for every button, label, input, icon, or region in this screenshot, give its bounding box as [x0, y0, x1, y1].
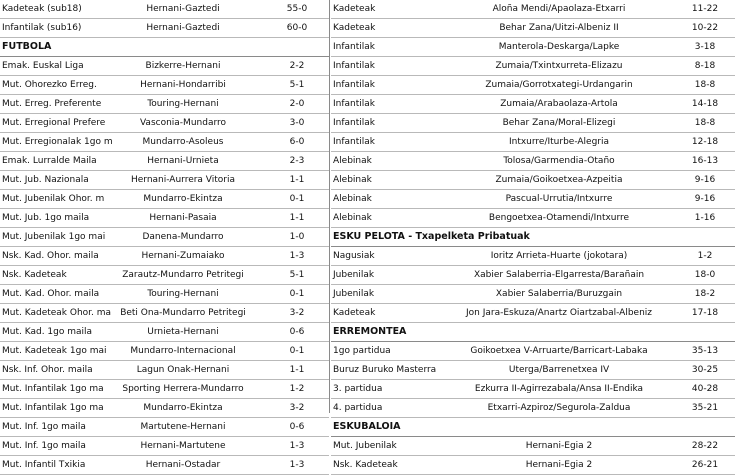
score-cell: 40-28: [691, 384, 719, 394]
category-cell: Buruz Buruko Masterra: [333, 365, 437, 375]
category-cell: Infantilak: [333, 137, 376, 147]
match-cell: Aloña Mendi/Apaolaza-Etxarri: [492, 4, 626, 14]
result-row: [331, 247, 735, 266]
result-row: [331, 133, 735, 152]
score-cell: 0-1: [289, 289, 305, 299]
result-row: [0, 76, 329, 95]
result-row: [0, 399, 329, 418]
category-cell: Infantilak: [333, 42, 376, 52]
category-cell: Mut. Jubenilak: [333, 441, 397, 451]
result-row: [0, 323, 329, 342]
result-row: [331, 152, 735, 171]
category-cell: Mut. Inf. 1go maila: [2, 422, 86, 432]
match-cell: Beti Ona-Mundarro Petritegi: [120, 308, 246, 318]
score-cell: 1-1: [289, 365, 305, 375]
match-cell: Bengoetxea-Otamendi/Intxurre: [488, 213, 630, 223]
category-cell: Nsk. Kadeteak: [2, 270, 67, 280]
result-row: [331, 399, 735, 418]
score-cell: 55-0: [286, 4, 308, 14]
score-cell: 35-13: [691, 346, 719, 356]
match-cell: Ioritz Arrieta-Huarte (jokotara): [490, 251, 628, 261]
result-row: [331, 285, 735, 304]
match-cell: Hernani-Martutene: [140, 441, 226, 451]
result-row: [0, 133, 329, 152]
match-cell: Vasconia-Mundarro: [139, 118, 227, 128]
match-cell: Danena-Mundarro: [142, 232, 224, 242]
score-cell: 0-6: [289, 327, 305, 337]
result-row: [0, 266, 329, 285]
result-row: [331, 95, 735, 114]
category-cell: Mut. Jub. Nazionala: [2, 175, 89, 185]
match-cell: Intxurre/Iturbe-Alegria: [508, 137, 610, 147]
match-cell: Mundarro-Ekintza: [143, 194, 223, 204]
category-cell: Infantilak: [333, 80, 376, 90]
match-cell: Tolosa/Garmendia-Otaño: [503, 156, 615, 166]
match-cell: Lagun Onak-Hernani: [136, 365, 230, 375]
score-cell: 18-8: [694, 118, 716, 128]
score-cell: 60-0: [286, 23, 308, 33]
match-cell: Zumaia/Gorrotxategi-Urdangarin: [485, 80, 633, 90]
result-row: [0, 342, 329, 361]
result-row: [0, 190, 329, 209]
result-row: [0, 0, 329, 19]
score-cell: 2-2: [289, 61, 305, 71]
result-row: [0, 171, 329, 190]
results-column-left: [0, 0, 329, 475]
score-cell: 0-6: [289, 422, 305, 432]
score-cell: 18-2: [694, 289, 716, 299]
score-cell: 26-21: [691, 460, 719, 470]
section-heading: [331, 418, 735, 437]
score-cell: 1-3: [289, 460, 305, 470]
score-cell: 5-1: [289, 80, 305, 90]
match-cell: Etxarri-Azpiroz/Segurola-Zaldua: [487, 403, 631, 413]
match-cell: Zumaia/Txintxurreta-Elizazu: [495, 61, 623, 71]
result-row: [331, 171, 735, 190]
category-cell: Mut. Kadeteak Ohor. ma: [2, 308, 112, 318]
result-row: [0, 228, 329, 247]
score-cell: 1-1: [289, 175, 305, 185]
category-cell: Nsk. Kad. Ohor. maila: [2, 251, 99, 261]
category-cell: Alebinak: [333, 213, 372, 223]
result-row: [0, 152, 329, 171]
result-row: [331, 380, 735, 399]
category-cell: 4. partidua: [333, 403, 383, 413]
score-cell: 1-1: [289, 213, 305, 223]
score-cell: 3-2: [289, 308, 305, 318]
category-cell: Mut. Erregionalak 1go m: [2, 137, 113, 147]
result-row: [0, 19, 329, 38]
category-cell: Mut. Erregional Prefere: [2, 118, 106, 128]
result-row: [0, 209, 329, 228]
category-cell: Kadeteak (sub18): [2, 4, 82, 14]
match-cell: Hernani-Gaztedi: [146, 23, 220, 33]
score-cell: 18-0: [694, 270, 716, 280]
category-cell: Jubenilak: [333, 289, 375, 299]
match-cell: Hernani-Urnieta: [147, 156, 219, 166]
category-cell: Kadeteak: [333, 308, 376, 318]
result-row: [0, 247, 329, 266]
result-row: [331, 266, 735, 285]
match-cell: Hernani-Gaztedi: [146, 4, 220, 14]
result-row: [331, 361, 735, 380]
score-cell: 1-0: [289, 232, 305, 242]
section-heading-label: ESKUBALOIA: [333, 421, 401, 432]
match-cell: Mundarro-Asoleus: [142, 137, 224, 147]
section-heading: [331, 228, 735, 247]
category-cell: Mut. Kad. 1go maila: [2, 327, 93, 337]
score-cell: 18-8: [694, 80, 716, 90]
category-cell: Infantilak: [333, 118, 376, 128]
score-cell: 16-13: [691, 156, 719, 166]
category-cell: Jubenilak: [333, 270, 375, 280]
score-cell: 1-3: [289, 251, 305, 261]
score-cell: 1-3: [289, 441, 305, 451]
result-row: [0, 380, 329, 399]
category-cell: Mut. Infantilak 1go ma: [2, 384, 104, 394]
result-row: [331, 57, 735, 76]
category-cell: Infantilak (sub16): [2, 23, 82, 33]
result-row: [331, 76, 735, 95]
score-cell: 3-2: [289, 403, 305, 413]
category-cell: Mut. Jubenilak 1go mai: [2, 232, 106, 242]
category-cell: Mut. Jub. 1go maila: [2, 213, 90, 223]
category-cell: Nsk. Kadeteak: [333, 460, 398, 470]
category-cell: Mut. Infantil Txikia: [2, 460, 86, 470]
match-cell: Pascual-Urrutia/Intxurre: [505, 194, 613, 204]
result-row: [0, 95, 329, 114]
match-cell: Xabier Salaberria-Elgarresta/Barañain: [473, 270, 645, 280]
match-cell: Hernani-Egia 2: [525, 441, 593, 451]
category-cell: Mut. Ohorezko Erreg.: [2, 80, 97, 90]
score-cell: 5-1: [289, 270, 305, 280]
match-cell: Touring-Hernani: [147, 99, 219, 109]
category-cell: Alebinak: [333, 156, 372, 166]
match-cell: Zumaia/Arabaolaza-Artola: [500, 99, 618, 109]
result-row: [331, 209, 735, 228]
result-row: [0, 437, 329, 456]
match-cell: Behar Zana/Uitzi-Albeniz II: [499, 23, 619, 33]
match-cell: Hernani-Pasaia: [149, 213, 217, 223]
result-row: [331, 304, 735, 323]
match-cell: Hernani-Hondarribi: [140, 80, 226, 90]
result-row: [331, 19, 735, 38]
score-cell: 30-25: [691, 365, 719, 375]
result-row: [331, 437, 735, 456]
category-cell: Alebinak: [333, 175, 372, 185]
score-cell: 3-0: [289, 118, 305, 128]
match-cell: Bizkerre-Hernani: [145, 61, 221, 71]
category-cell: Mut. Kad. Ohor. maila: [2, 289, 100, 299]
score-cell: 3-18: [694, 42, 716, 52]
match-cell: Zumaia/Goikoetxea-Azpeitia: [495, 175, 623, 185]
result-row: [0, 304, 329, 323]
score-cell: 10-22: [691, 23, 719, 33]
match-cell: Zarautz-Mundarro Petritegi: [122, 270, 244, 280]
score-cell: 12-18: [691, 137, 719, 147]
category-cell: Nagusiak: [333, 251, 375, 261]
result-row: [0, 285, 329, 304]
match-cell: Mundarro-Internacional: [130, 346, 236, 356]
score-cell: 1-16: [694, 213, 716, 223]
result-row: [331, 38, 735, 57]
score-cell: 0-1: [289, 194, 305, 204]
category-cell: Infantilak: [333, 99, 376, 109]
score-cell: 1-2: [697, 251, 713, 261]
match-cell: Hernani-Aurrera Vitoria: [130, 175, 236, 185]
score-cell: 14-18: [691, 99, 719, 109]
result-row: [331, 456, 735, 475]
category-cell: Infantilak: [333, 61, 376, 71]
match-cell: Touring-Hernani: [147, 289, 219, 299]
score-cell: 17-18: [691, 308, 719, 318]
match-cell: Urnieta-Hernani: [147, 327, 219, 337]
result-row: [0, 114, 329, 133]
category-cell: Nsk. Inf. Ohor. maila: [2, 365, 93, 375]
result-row: [0, 418, 329, 437]
result-row: [0, 456, 329, 475]
score-cell: 6-0: [289, 137, 305, 147]
match-cell: Hernani-Zumaiako: [141, 251, 225, 261]
category-cell: 3. partidua: [333, 384, 383, 394]
score-cell: 35-21: [691, 403, 719, 413]
section-heading-label: FUTBOLA: [2, 41, 52, 52]
score-cell: 28-22: [691, 441, 719, 451]
category-cell: Alebinak: [333, 194, 372, 204]
result-row: [331, 190, 735, 209]
results-column-right: [331, 0, 735, 475]
score-cell: 0-1: [289, 346, 305, 356]
match-cell: Martutene-Hernani: [140, 422, 226, 432]
section-heading: [0, 38, 329, 57]
match-cell: Hernani-Egia 2: [525, 460, 593, 470]
result-row: [0, 57, 329, 76]
result-row: [331, 342, 735, 361]
section-heading-label: ESKU PELOTA - Txapelketa Pribatuak: [333, 231, 530, 242]
score-cell: 8-18: [694, 61, 716, 71]
match-cell: Jon Jara-Eskuza/Anartz Oiartzabal-Albeniz: [465, 308, 653, 318]
match-cell: Manterola-Deskarga/Lapke: [498, 42, 620, 52]
score-cell: 2-0: [289, 99, 305, 109]
score-cell: 9-16: [694, 175, 716, 185]
match-cell: Sporting Herrera-Mundarro: [122, 384, 244, 394]
match-cell: Xabier Salaberria/Buruzgain: [495, 289, 623, 299]
result-row: [331, 114, 735, 133]
category-cell: 1go partidua: [333, 346, 391, 356]
category-cell: Emak. Lurralde Maila: [2, 156, 97, 166]
score-cell: 2-3: [289, 156, 305, 166]
column-divider: [329, 0, 330, 413]
score-cell: 9-16: [694, 194, 716, 204]
match-cell: Goikoetxea V-Arruarte/Barricart-Labaka: [470, 346, 648, 356]
category-cell: Mut. Erreg. Preferente: [2, 99, 102, 109]
match-cell: Behar Zana/Moral-Elizegi: [502, 118, 616, 128]
category-cell: Mut. Kadeteak 1go mai: [2, 346, 107, 356]
match-cell: Hernani-Ostadar: [145, 460, 221, 470]
category-cell: Mut. Jubenilak Ohor. m: [2, 194, 105, 204]
match-cell: Mundarro-Ekintza: [143, 403, 223, 413]
category-cell: Emak. Euskal Liga: [2, 61, 84, 71]
section-heading: [331, 323, 735, 342]
category-cell: Kadeteak: [333, 4, 376, 14]
category-cell: Mut. Inf. 1go maila: [2, 441, 86, 451]
category-cell: Mut. Infantilak 1go ma: [2, 403, 104, 413]
score-cell: 11-22: [691, 4, 719, 14]
match-cell: Uterga/Barrenetxea IV: [508, 365, 610, 375]
result-row: [0, 361, 329, 380]
score-cell: 1-2: [289, 384, 305, 394]
section-heading-label: ERREMONTEA: [333, 326, 407, 337]
match-cell: Ezkurra II-Agirrezabala/Ansa II-Endika: [474, 384, 644, 394]
result-row: [331, 0, 735, 19]
category-cell: Kadeteak: [333, 23, 376, 33]
